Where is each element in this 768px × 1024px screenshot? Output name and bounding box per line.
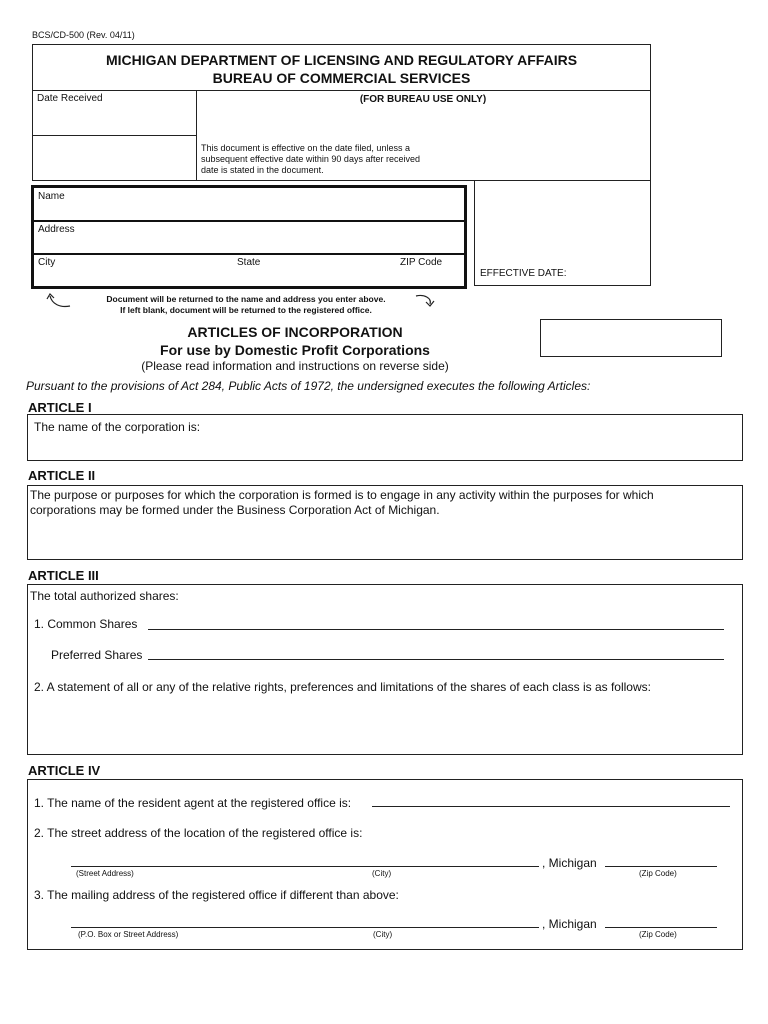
blank-box	[32, 135, 197, 181]
article3-statement: 2. A statement of all or any of the relative rights, preferences and limitations of the shares of each class is as follows:	[34, 680, 651, 694]
mailing-label: 3. The mailing address of the registered office if different than above:	[34, 888, 399, 902]
agent-label: 1. The name of the resident agent at the registered office is:	[34, 796, 352, 810]
city-caption: (City)	[372, 869, 392, 878]
zip-caption: (Zip Code)	[639, 869, 677, 878]
title-instructions: (Please read information and instructions on reverse side)	[141, 359, 449, 373]
michigan-label: , Michigan	[542, 917, 597, 931]
header-line1: MICHIGAN DEPARTMENT OF LICENSING AND REGULATORY AFFAIRS	[105, 52, 578, 68]
article3-intro: The total authorized shares:	[30, 589, 179, 603]
zip-code-field[interactable]	[605, 866, 717, 867]
article2-text-1: The purpose or purposes for which the corporation is formed is to engage in any activity within the purposes for which	[30, 488, 654, 502]
street-label: 2. The street address of the location of the registered office is:	[34, 826, 363, 840]
filing-number-box	[540, 319, 722, 357]
street-address-field[interactable]	[71, 866, 539, 867]
article4-heading: ARTICLE IV	[28, 763, 101, 778]
return-note-2: If left blank, document will be returned to the registered office.	[120, 305, 372, 315]
form-id: BCS/CD-500 (Rev. 04/11)	[32, 30, 135, 40]
effective-note-2: subsequent effective date within 90 days after received	[201, 154, 420, 164]
state-label: State	[237, 257, 261, 268]
divider	[34, 253, 464, 255]
effective-note-3: date is stated in the document.	[201, 165, 324, 175]
article1-box	[27, 414, 743, 461]
article1-heading: ARTICLE I	[28, 400, 92, 415]
date-received-box	[32, 90, 197, 136]
city-label: City	[38, 257, 56, 268]
street-address-caption: (Street Address)	[76, 869, 134, 878]
article1-text: The name of the corporation is:	[34, 420, 201, 434]
agent-field[interactable]	[372, 806, 730, 807]
preferred-shares-field[interactable]	[148, 659, 724, 660]
effective-date-box	[474, 180, 651, 286]
return-note-1: Document will be returned to the name and address you enter above.	[106, 294, 386, 304]
address-label: Address	[38, 224, 75, 235]
article2-box	[27, 485, 743, 560]
zip-label: ZIP Code	[400, 257, 443, 268]
effective-date-label: EFFECTIVE DATE:	[480, 268, 567, 279]
return-address-box	[31, 185, 467, 289]
article2-text-2: corporations may be formed under the Business Corporation Act of Michigan.	[30, 503, 440, 517]
article4-box	[27, 779, 743, 950]
article2-heading: ARTICLE II	[28, 468, 96, 483]
mailing-zip-field[interactable]	[605, 927, 717, 928]
article3-heading: ARTICLE III	[28, 568, 99, 583]
zip-caption: (Zip Code)	[639, 930, 677, 939]
michigan-label: , Michigan	[542, 856, 597, 870]
pursuant-text: Pursuant to the provisions of Act 284, Public Acts of 1972, the undersigned executes the following Articles:	[26, 379, 591, 393]
common-shares-field[interactable]	[148, 629, 724, 630]
preferred-shares-label: Preferred Shares	[51, 648, 143, 662]
header-box	[32, 44, 651, 91]
name-label: Name	[38, 191, 65, 202]
po-box-caption: (P.O. Box or Street Address)	[78, 930, 179, 939]
date-received-label: Date Received	[37, 93, 103, 104]
article3-box	[27, 584, 743, 755]
bureau-use-box	[196, 90, 651, 181]
city-caption: (City)	[373, 930, 393, 939]
header-line2: BUREAU OF COMMERCIAL SERVICES	[212, 70, 471, 86]
title-sub: For use by Domestic Profit Corporations	[160, 342, 430, 358]
title-main: ARTICLES OF INCORPORATION	[187, 324, 403, 340]
effective-note-1: This document is effective on the date filed, unless a	[201, 143, 410, 153]
divider	[34, 220, 464, 222]
mailing-address-field[interactable]	[71, 927, 539, 928]
common-shares-label: 1. Common Shares	[34, 617, 138, 631]
bureau-use-label: (FOR BUREAU USE ONLY)	[359, 94, 487, 105]
